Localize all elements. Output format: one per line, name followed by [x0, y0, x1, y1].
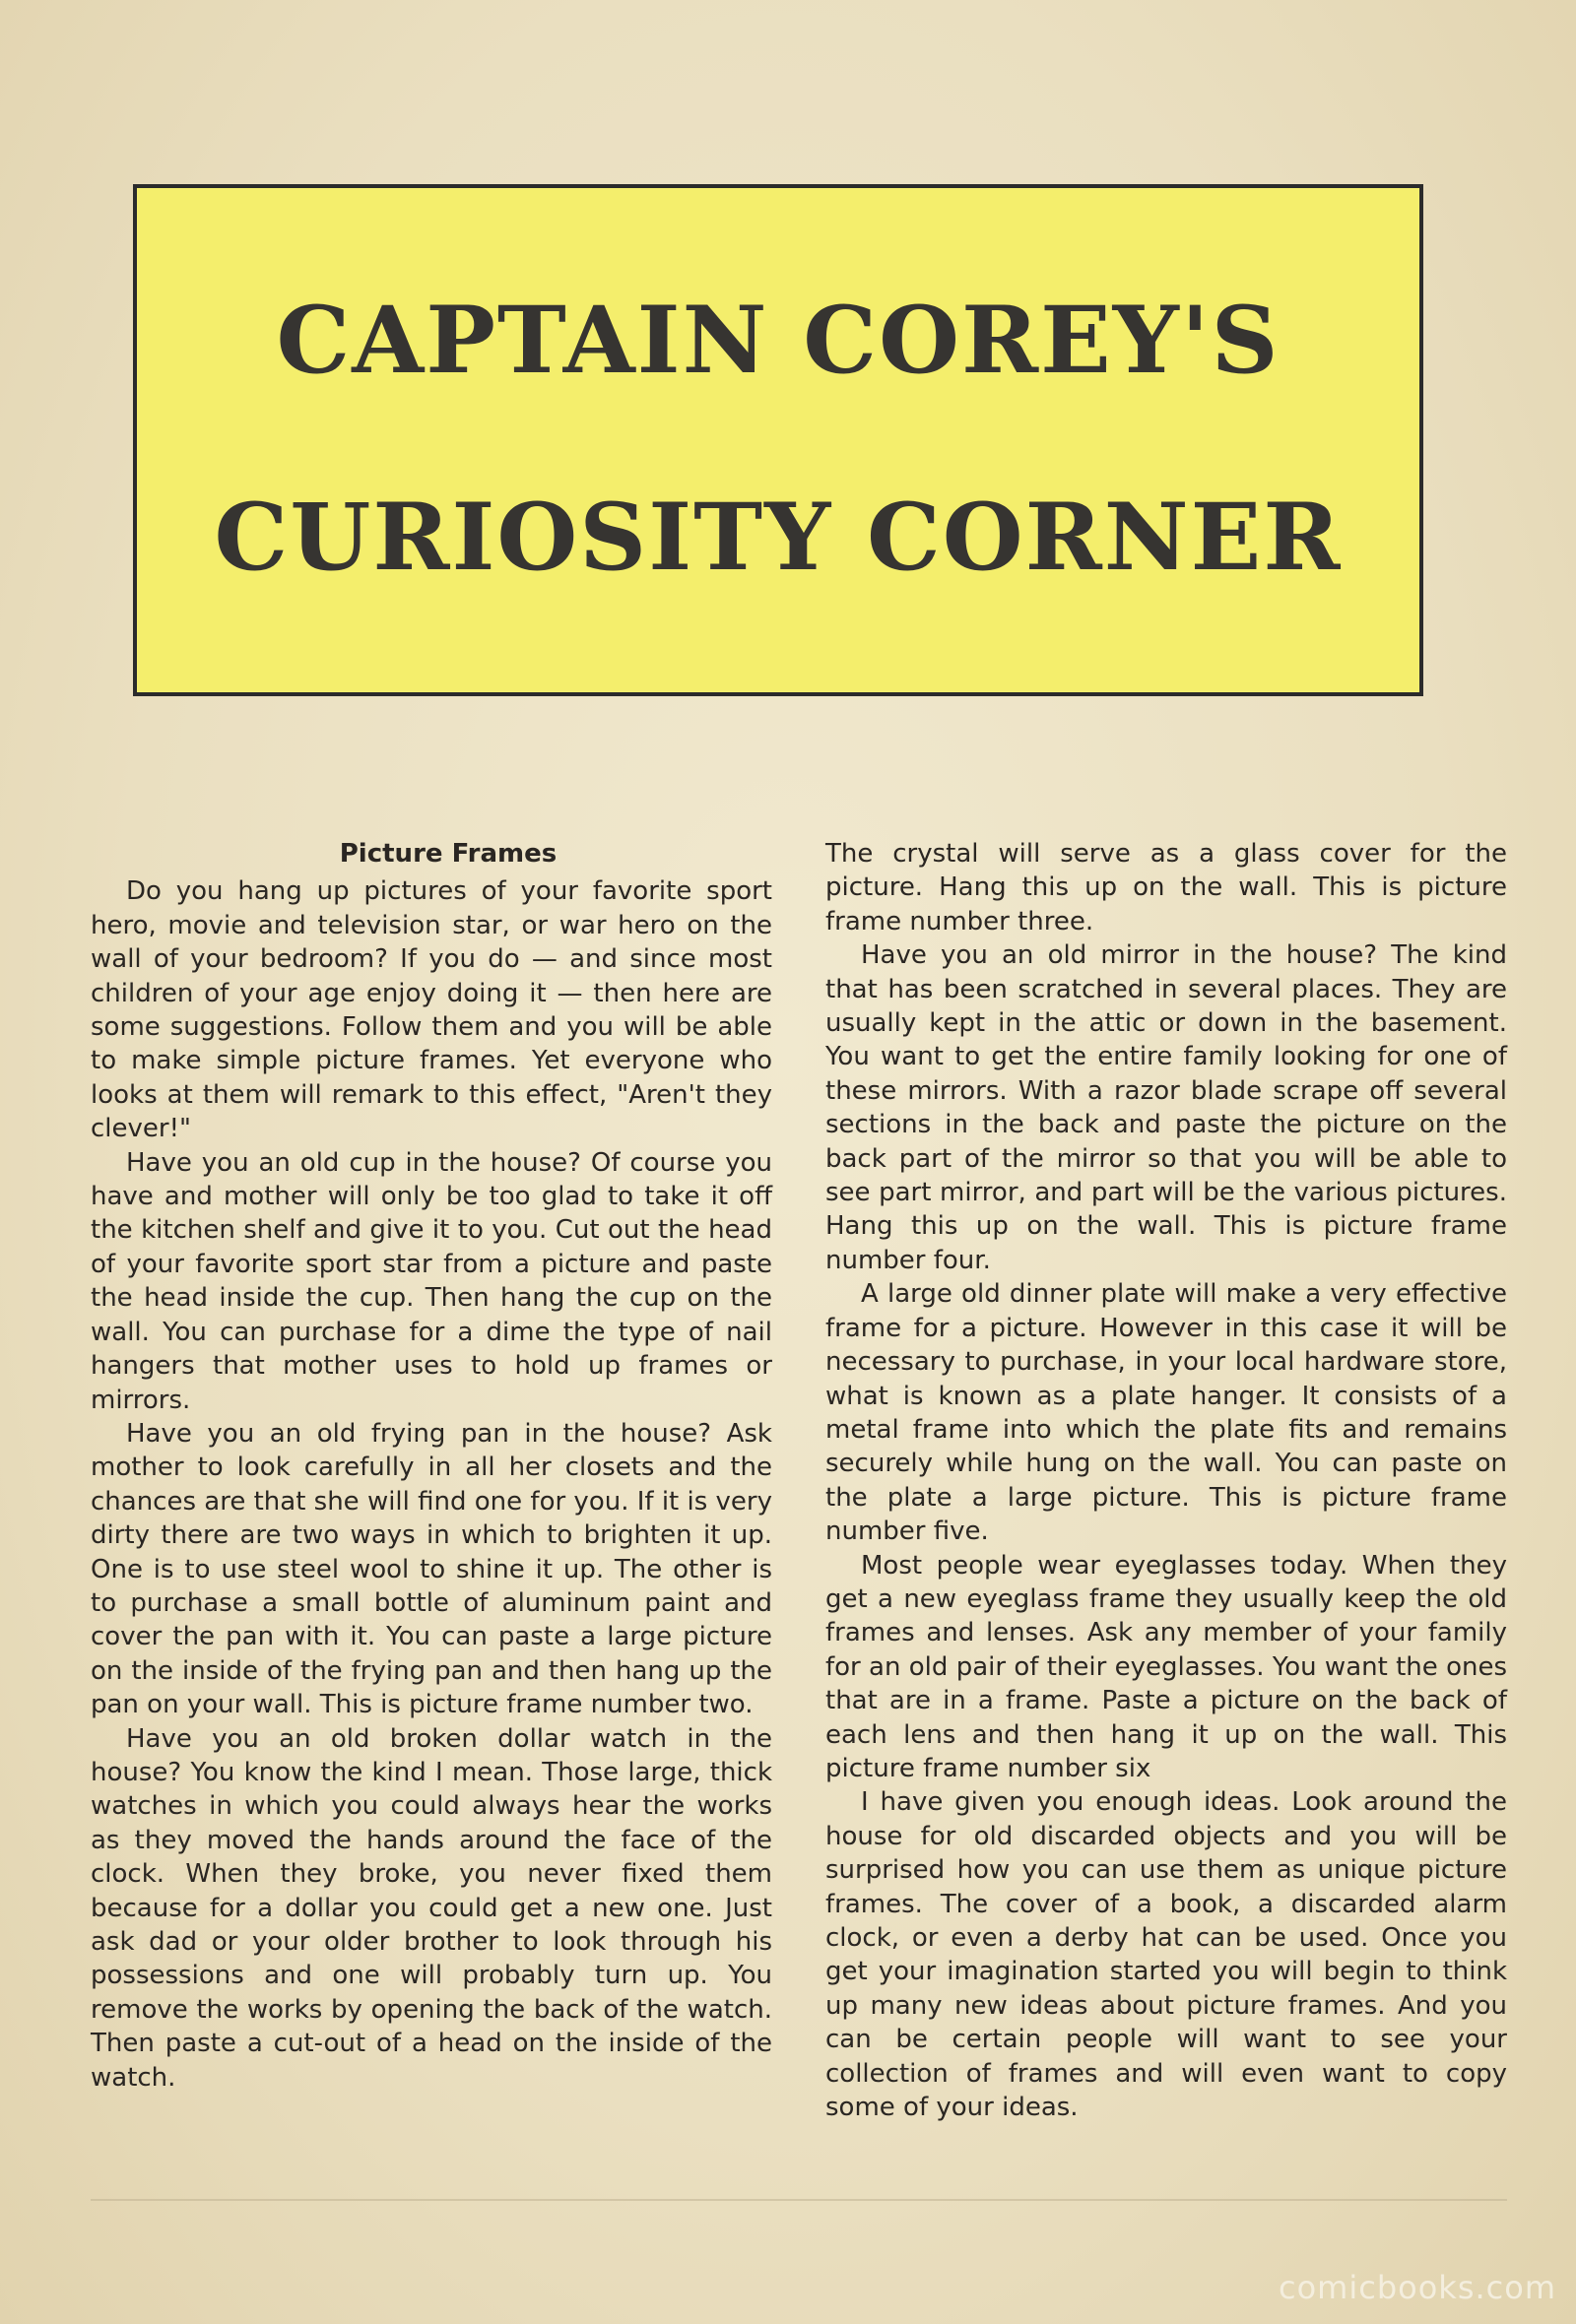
- article-column-right: [825, 837, 1507, 2124]
- paragraph: Do you hang up pictures of your favorite sport hero, movie and television star, or war hero on the wall of your bedroom? If you do — and since most children of your age enjoy doing it — then here are some suggestions. Follow them and you will be able to make simple picture frames. Yet everyone who looks at them will remark to this effect, "Aren't they clever!": [91, 876, 772, 1144]
- site-watermark: comicbooks.com: [1278, 2269, 1556, 2306]
- paragraph: A large old dinner plate will make a very effective frame for a picture. However in this case it will be necessary to purchase, in your local hardware store, what is known as a plate hanger. It consists of a metal frame into which the plate fits and remains securely while hung on the wall. You can paste on the plate a large picture. This is picture frame number five.: [825, 1279, 1507, 1547]
- title-banner: [133, 184, 1423, 696]
- title-line-1: CAPTAIN COREY'S: [276, 287, 1280, 395]
- paragraph: Have you an old broken dollar watch in the house? You know the kind I mean. Those large, thick watches in which you could always hear the works as they moved the hands around the face of the clock. When they broke, you never fixed them because for a dollar you could get a new one. Just ask dad or your older brother to look through his possessions and one will probably turn up. You remove the works by opening the back of the watch. Then paste a cut-out of a head on the inside of the watch.: [91, 1723, 772, 2093]
- paragraph: Have you an old cup in the house? Of course you have and mother will only be too glad to take it off the kitchen shelf and give it to you. Cut out the head of your favorite sport star from a picture and paste the head inside the cup. Then hang the cup on the wall. You can purchase for a dime the type of nail hangers that mother uses to hold up frames or mirrors.: [91, 1147, 772, 1415]
- paragraph: The crystal will serve as a glass cover for the picture. Hang this up on the wall. This is picture frame number three.: [825, 839, 1507, 936]
- paragraph: Have you an old mirror in the house? The kind that has been scratched in several places. They are usually kept in the attic or down in the basement. You want to get the entire family looking for one of these mirrors. With a razor blade scrape off several sections in the back and paste the picture on the back part of the mirror so that you will be able to see part mirror, and part will be the various pictures. Hang this up on the wall. This is picture frame number four.: [825, 940, 1507, 1275]
- paragraph: I have given you enough ideas. Look around the house for old discarded objects and you will be surprised how you can use them as unique picture frames. The cover of a book, a discarded alarm clock, or even a derby hat can be used. Once you get your imagination started you will begin to think up many new ideas about picture frames. And you can be certain people will want to see your collection of frames and will even want to copy some of your ideas.: [825, 1787, 1507, 2123]
- article-heading: Picture Frames: [339, 839, 558, 869]
- bottom-rule: [91, 2199, 1507, 2201]
- paragraph: Have you an old frying pan in the house? Ask mother to look carefully in all her closets and the chances are that she will find one for you. If it is very dirty there are two ways in which to brighten it up. One is to use steel wool to shine it up. The other is to purchase a small bottle of aluminum paint and cover the pan with it. You can paste a large picture on the inside of the frying pan and then hang up the pan on your wall. This is picture frame number two.: [91, 1418, 772, 1720]
- article-column-left: [91, 837, 772, 2095]
- paragraph: Most people wear eyeglasses today. When they get a new eyeglass frame they usually keep the old frames and lenses. Ask any member of your family for an old pair of their eyeglasses. You want the ones that are in a frame. Paste a picture on the back of each lens and then hang it up on the wall. This picture frame number six: [825, 1550, 1507, 1783]
- title-line-2: CURIOSITY CORNER: [214, 484, 1343, 592]
